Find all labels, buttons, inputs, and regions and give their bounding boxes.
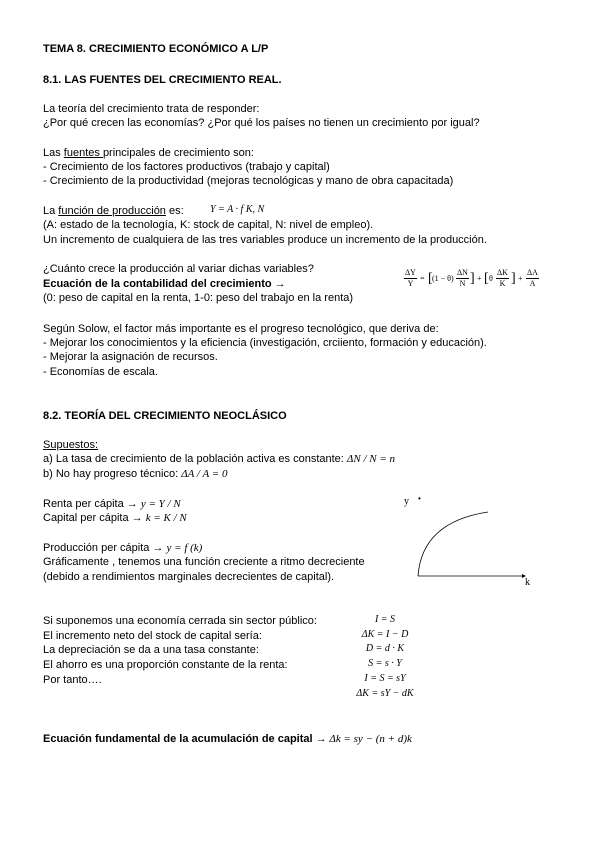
- paragraph-line: [43, 497, 181, 511]
- inline-formula: y = f (k): [166, 542, 203, 554]
- bracket: [: [428, 271, 433, 286]
- fraction-denominator: A: [529, 279, 536, 288]
- equals-sign: =: [420, 274, 425, 283]
- equation: I = S: [374, 614, 396, 625]
- list-item: - Economías de escala.: [43, 366, 158, 378]
- paragraph-line: (0: peso de capital en la renta, 1-0: peso del trabajo en la renta): [43, 292, 354, 304]
- growth-accounting-formula: [404, 266, 546, 296]
- fraction-numerator: ΔN: [457, 268, 468, 277]
- fraction-denominator: K: [499, 279, 506, 288]
- underlined-term: fuentes: [63, 147, 103, 159]
- formula-term: θ: [489, 274, 493, 283]
- assumption-a: [43, 452, 395, 466]
- formula-term: (1 − θ): [432, 274, 454, 283]
- list-item: - Mejorar la asignación de recursos.: [43, 351, 218, 363]
- fundamental-equation-label: Ecuación fundamental de la acumulación de capital: [43, 733, 313, 745]
- graph-canvas: [398, 492, 538, 592]
- inline-formula: k = K / N: [145, 512, 187, 524]
- text-run: Capital per cápita →: [43, 512, 146, 524]
- inline-formula: y = Y / N: [140, 498, 181, 510]
- paragraph-line: Según Solow, el factor más importante es el progreso tecnológico, que deriva de:: [43, 323, 439, 335]
- paragraph-line: [43, 511, 187, 525]
- fundamental-equation: [43, 732, 412, 746]
- paragraph-line: Un incremento de cualquiera de las tres variables produce un incremento de la producción.: [43, 234, 487, 246]
- paragraph-line: (debido a rendimientos marginales decrecientes de capital).: [43, 571, 335, 583]
- paragraph-line: (A: estado de la tecnología, K: stock de capital, N: nivel de empleo).: [43, 219, 374, 231]
- equation: ΔK = sY − dK: [356, 688, 414, 699]
- y-axis-marker: •: [418, 494, 421, 503]
- x-axis-arrow-icon: [522, 574, 526, 578]
- paragraph-line: La depreciación se da a una tasa constante:: [43, 644, 259, 656]
- production-function-graph: [398, 492, 538, 592]
- paragraph-line: La teoría del crecimiento trata de responder:: [43, 103, 260, 115]
- paragraph-line: Gráficamente , tenemos una función creciente a ritmo decreciente: [43, 556, 365, 568]
- section-1-heading: 8.1. LAS FUENTES DEL CRECIMIENTO REAL.: [43, 74, 282, 86]
- text-run: b) No hay progreso técnico:: [43, 468, 182, 480]
- paragraph-line: [43, 541, 202, 555]
- bracket: ]: [511, 271, 516, 286]
- text-run: principales de crecimiento son:: [102, 147, 254, 159]
- paragraph-line: Si suponemos una economía cerrada sin sector público:: [43, 615, 317, 627]
- fraction-numerator: ΔK: [497, 268, 508, 277]
- plus-sign: +: [518, 274, 523, 283]
- plus-sign: +: [477, 274, 482, 283]
- list-item: - Mejorar los conocimientos y la eficiencia (investigación, crciiento, formación y educación).: [43, 337, 487, 349]
- graph-x-label: k: [525, 577, 530, 588]
- paragraph-line: Por tanto….: [43, 674, 102, 686]
- list-item: - Crecimiento de los factores productivos (trabajo y capital): [43, 161, 330, 173]
- paragraph-line: [43, 204, 184, 218]
- paragraph-line: El ahorro es una proporción constante de la renta:: [43, 659, 288, 671]
- text-run: es:: [165, 205, 184, 217]
- paragraph-line: [43, 146, 254, 160]
- document-title: TEMA 8. CRECIMIENTO ECONÓMICO A L/P: [43, 43, 269, 55]
- text-run: Las: [43, 147, 64, 159]
- section-2-heading: 8.2. TEORÍA DEL CRECIMIENTO NEOCLÁSICO: [43, 410, 287, 422]
- inline-formula: ΔA / A = 0: [181, 468, 228, 480]
- inline-formula: ΔN / N = n: [346, 453, 396, 465]
- bracket: [: [484, 271, 489, 286]
- paragraph-line: ¿Por qué crecen las economías? ¿Por qué los países no tienen un crecimiento por igual?: [43, 117, 480, 129]
- text-run: a) La tasa de crecimiento de la población activa es constante:: [43, 453, 347, 465]
- equation: ΔK = I − D: [361, 629, 409, 640]
- fraction-numerator: ΔY: [405, 268, 416, 277]
- text-run: Producción per cápita →: [43, 542, 167, 554]
- equation: S = s · Y: [368, 658, 402, 669]
- fraction-denominator: Y: [407, 279, 414, 288]
- fraction: [526, 268, 539, 289]
- bracket: ]: [470, 271, 475, 286]
- paragraph-line: El incremento neto del stock de capital sería:: [43, 630, 262, 642]
- assumptions-label: Supuestos:: [43, 439, 99, 451]
- paragraph-line: Ecuación de la contabilidad del crecimiento →: [43, 278, 286, 290]
- underlined-term: función de producción: [58, 205, 166, 217]
- equation: I = S = sY: [364, 673, 406, 684]
- equation: D = d · K: [365, 643, 405, 654]
- paragraph-line: ¿Cuánto crece la producción al variar dichas variables?: [43, 263, 314, 275]
- fraction: [496, 268, 509, 289]
- fraction-denominator: N: [459, 279, 466, 288]
- text-run: La: [43, 205, 59, 217]
- assumption-b: [43, 467, 227, 481]
- text-run: Renta per cápita →: [43, 498, 141, 510]
- inline-formula: → Δk = sy − (n + d)k: [315, 733, 412, 745]
- production-function-formula: Y = A · f K, N: [210, 204, 265, 215]
- fraction: [404, 268, 417, 289]
- fraction: [456, 268, 469, 289]
- fraction-numerator: ΔA: [527, 268, 538, 277]
- graph-y-label: y: [404, 496, 409, 507]
- list-item: - Crecimiento de la productividad (mejoras tecnológicas y mano de obra capacitada): [43, 175, 454, 187]
- production-curve: [418, 512, 488, 576]
